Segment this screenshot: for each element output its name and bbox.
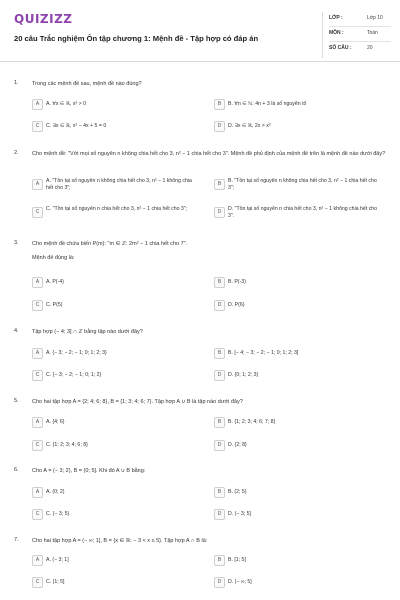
option-text: A. (0; 2): [46, 489, 65, 495]
option-text: A. {− 3; − 2; − 1; 0; 1; 2; 3}: [46, 350, 107, 356]
divider: [329, 41, 391, 42]
option-letter-box: C: [32, 577, 43, 588]
option-text: C. {1; 2; 3; 4; 6; 8}: [46, 442, 88, 448]
page-title: 20 câu Trắc nghiệm Ôn tập chương 1: Mệnh đề - Tập hợp có đáp án: [14, 34, 259, 43]
question-number: 2.: [14, 150, 19, 156]
meta-value: 20: [367, 45, 373, 51]
option-text: B. {1; 2; 3; 4; 6; 7; 8}: [228, 419, 276, 425]
document-header: [0, 0, 400, 62]
option-letter-box: D: [214, 509, 225, 520]
option-letter-box: D: [214, 207, 225, 218]
option-letter-box: C: [32, 121, 43, 132]
option-letter-box: C: [32, 300, 43, 311]
meta-key: LỚP :: [329, 15, 343, 21]
option-letter-box: C: [32, 370, 43, 381]
question-text: Cho mệnh đề: "Với mọi số nguyên n không chia hết cho 3, n² − 1 chia hết cho 3". Mệnh đề phủ định của mệnh đề trên là mệnh đề nào dưới đây?: [32, 151, 386, 157]
question-text: Trong các mệnh đề sau, mệnh đề nào đúng?: [32, 81, 142, 87]
option-letter-box: B: [214, 99, 225, 110]
option-letter-box: A: [32, 348, 43, 359]
option-letter-box: C: [32, 440, 43, 451]
option-text: D. (− 3; 5]: [228, 511, 251, 517]
option-letter-box: A: [32, 417, 43, 428]
option-letter-box: B: [214, 277, 225, 288]
meta-info-box: [322, 12, 390, 58]
option-text: B. P(-3): [228, 279, 246, 285]
option-letter-box: B: [214, 179, 225, 190]
option-text: B. [1; 5]: [228, 557, 246, 563]
question-text: Cho hai tập hợp A = {2; 4; 6; 8}, B = {1; 3; 4; 6; 7}. Tập hợp A ∪ B là tập nào dưới đây?: [32, 399, 243, 405]
option-letter-box: D: [214, 370, 225, 381]
option-letter-box: B: [214, 487, 225, 498]
question-number: 3.: [14, 240, 19, 246]
option-letter-box: A: [32, 99, 43, 110]
option-text: C. (− 3; 5): [46, 511, 70, 517]
option-text: D. "Tồn tại số nguyên n chia hết cho 3, n² − 1 không chia hết cho 3".: [228, 206, 378, 219]
meta-value: Lớp 10: [367, 15, 383, 21]
option-letter-box: B: [214, 348, 225, 359]
option-text: C. (1; 5]: [46, 579, 65, 585]
question-text: Cho A = (− 3; 2), B = (0; 5]. Khi đó A ∪ B bằng:: [32, 468, 146, 474]
option-text: A. "Tồn tại số nguyên n không chia hết cho 3, n² − 1 không chia hết cho 3";: [46, 178, 192, 191]
question-number: 6.: [14, 467, 19, 473]
option-letter-box: B: [214, 417, 225, 428]
option-letter-box: D: [214, 300, 225, 311]
question-text: Tập hợp (− 4; 3] ∩ ℤ bằng tập nào dưới đây?: [32, 329, 143, 335]
option-letter-box: A: [32, 277, 43, 288]
question-text: Cho hai tập hợp A = (− ∞; 1], B = {x ∈ ℝ: − 3 < x ≤ 5}. Tập hợp A ∩ B là:: [32, 538, 208, 544]
question-number: 4.: [14, 328, 19, 334]
option-letter-box: A: [32, 179, 43, 190]
option-text: D. {0; 1; 2; 3}: [228, 372, 259, 378]
meta-row-subject: [329, 30, 395, 40]
option-text: A. (− 3; 1]: [46, 557, 69, 563]
option-letter-box: D: [214, 440, 225, 451]
option-letter-box: A: [32, 555, 43, 566]
option-text: A. {4; 6}: [46, 419, 65, 425]
option-letter-box: C: [32, 207, 43, 218]
option-text: C. ∃x ∈ ℝ, x² − 4x + 5 = 0: [46, 123, 107, 129]
option-text: B. (2; 5): [228, 489, 247, 495]
question-number: 7.: [14, 537, 19, 543]
option-letter-box: C: [32, 509, 43, 520]
meta-key: MÔN :: [329, 30, 344, 36]
meta-row-grade: [329, 15, 395, 25]
question-text: Cho mệnh đề chứa biến P(m): "m ∈ ℤ: 2m² − 1 chia hết cho 7".: [32, 241, 188, 247]
option-text: C. "Tồn tại số nguyên n chia hết cho 3, n² − 1 chia hết cho 3";: [46, 206, 188, 212]
option-text: A. P(-4): [46, 279, 64, 285]
option-text: D. P(6): [228, 302, 245, 308]
option-text: C. {− 3; − 2; − 1; 0; 1; 2}: [46, 372, 102, 378]
option-text: D. {2; 8}: [228, 442, 247, 448]
question-prompt: Mệnh đề đúng là:: [32, 255, 75, 261]
divider: [329, 26, 391, 27]
option-text: A. ∀x ∈ ℝ, x² > 0: [46, 101, 86, 107]
option-letter-box: A: [32, 487, 43, 498]
meta-row-count: [329, 45, 395, 55]
option-text: D. (− ∞; 5]: [228, 579, 252, 585]
option-text: C. P(5): [46, 302, 63, 308]
meta-key: SỐ CÂU :: [329, 45, 352, 51]
option-text: B. "Tồn tại số nguyên n không chia hết cho 3, n² − 1 chia hết cho 3";: [228, 178, 377, 191]
option-text: D. ∃x ∈ ℝ, 2x > x²: [228, 123, 271, 129]
question-number: 5.: [14, 398, 19, 404]
quizizz-logo: QUIZIZZ: [14, 12, 73, 26]
option-letter-box: B: [214, 555, 225, 566]
meta-value: Toán: [367, 30, 378, 36]
option-letter-box: D: [214, 121, 225, 132]
option-text: B. ∀n ∈ ℕ: 4n + 3 là số nguyên tố: [228, 101, 307, 107]
question-number: 1.: [14, 80, 19, 86]
option-text: B. [− 4; − 3; − 2; − 1; 0; 1; 2; 3]: [228, 350, 299, 356]
option-letter-box: D: [214, 577, 225, 588]
